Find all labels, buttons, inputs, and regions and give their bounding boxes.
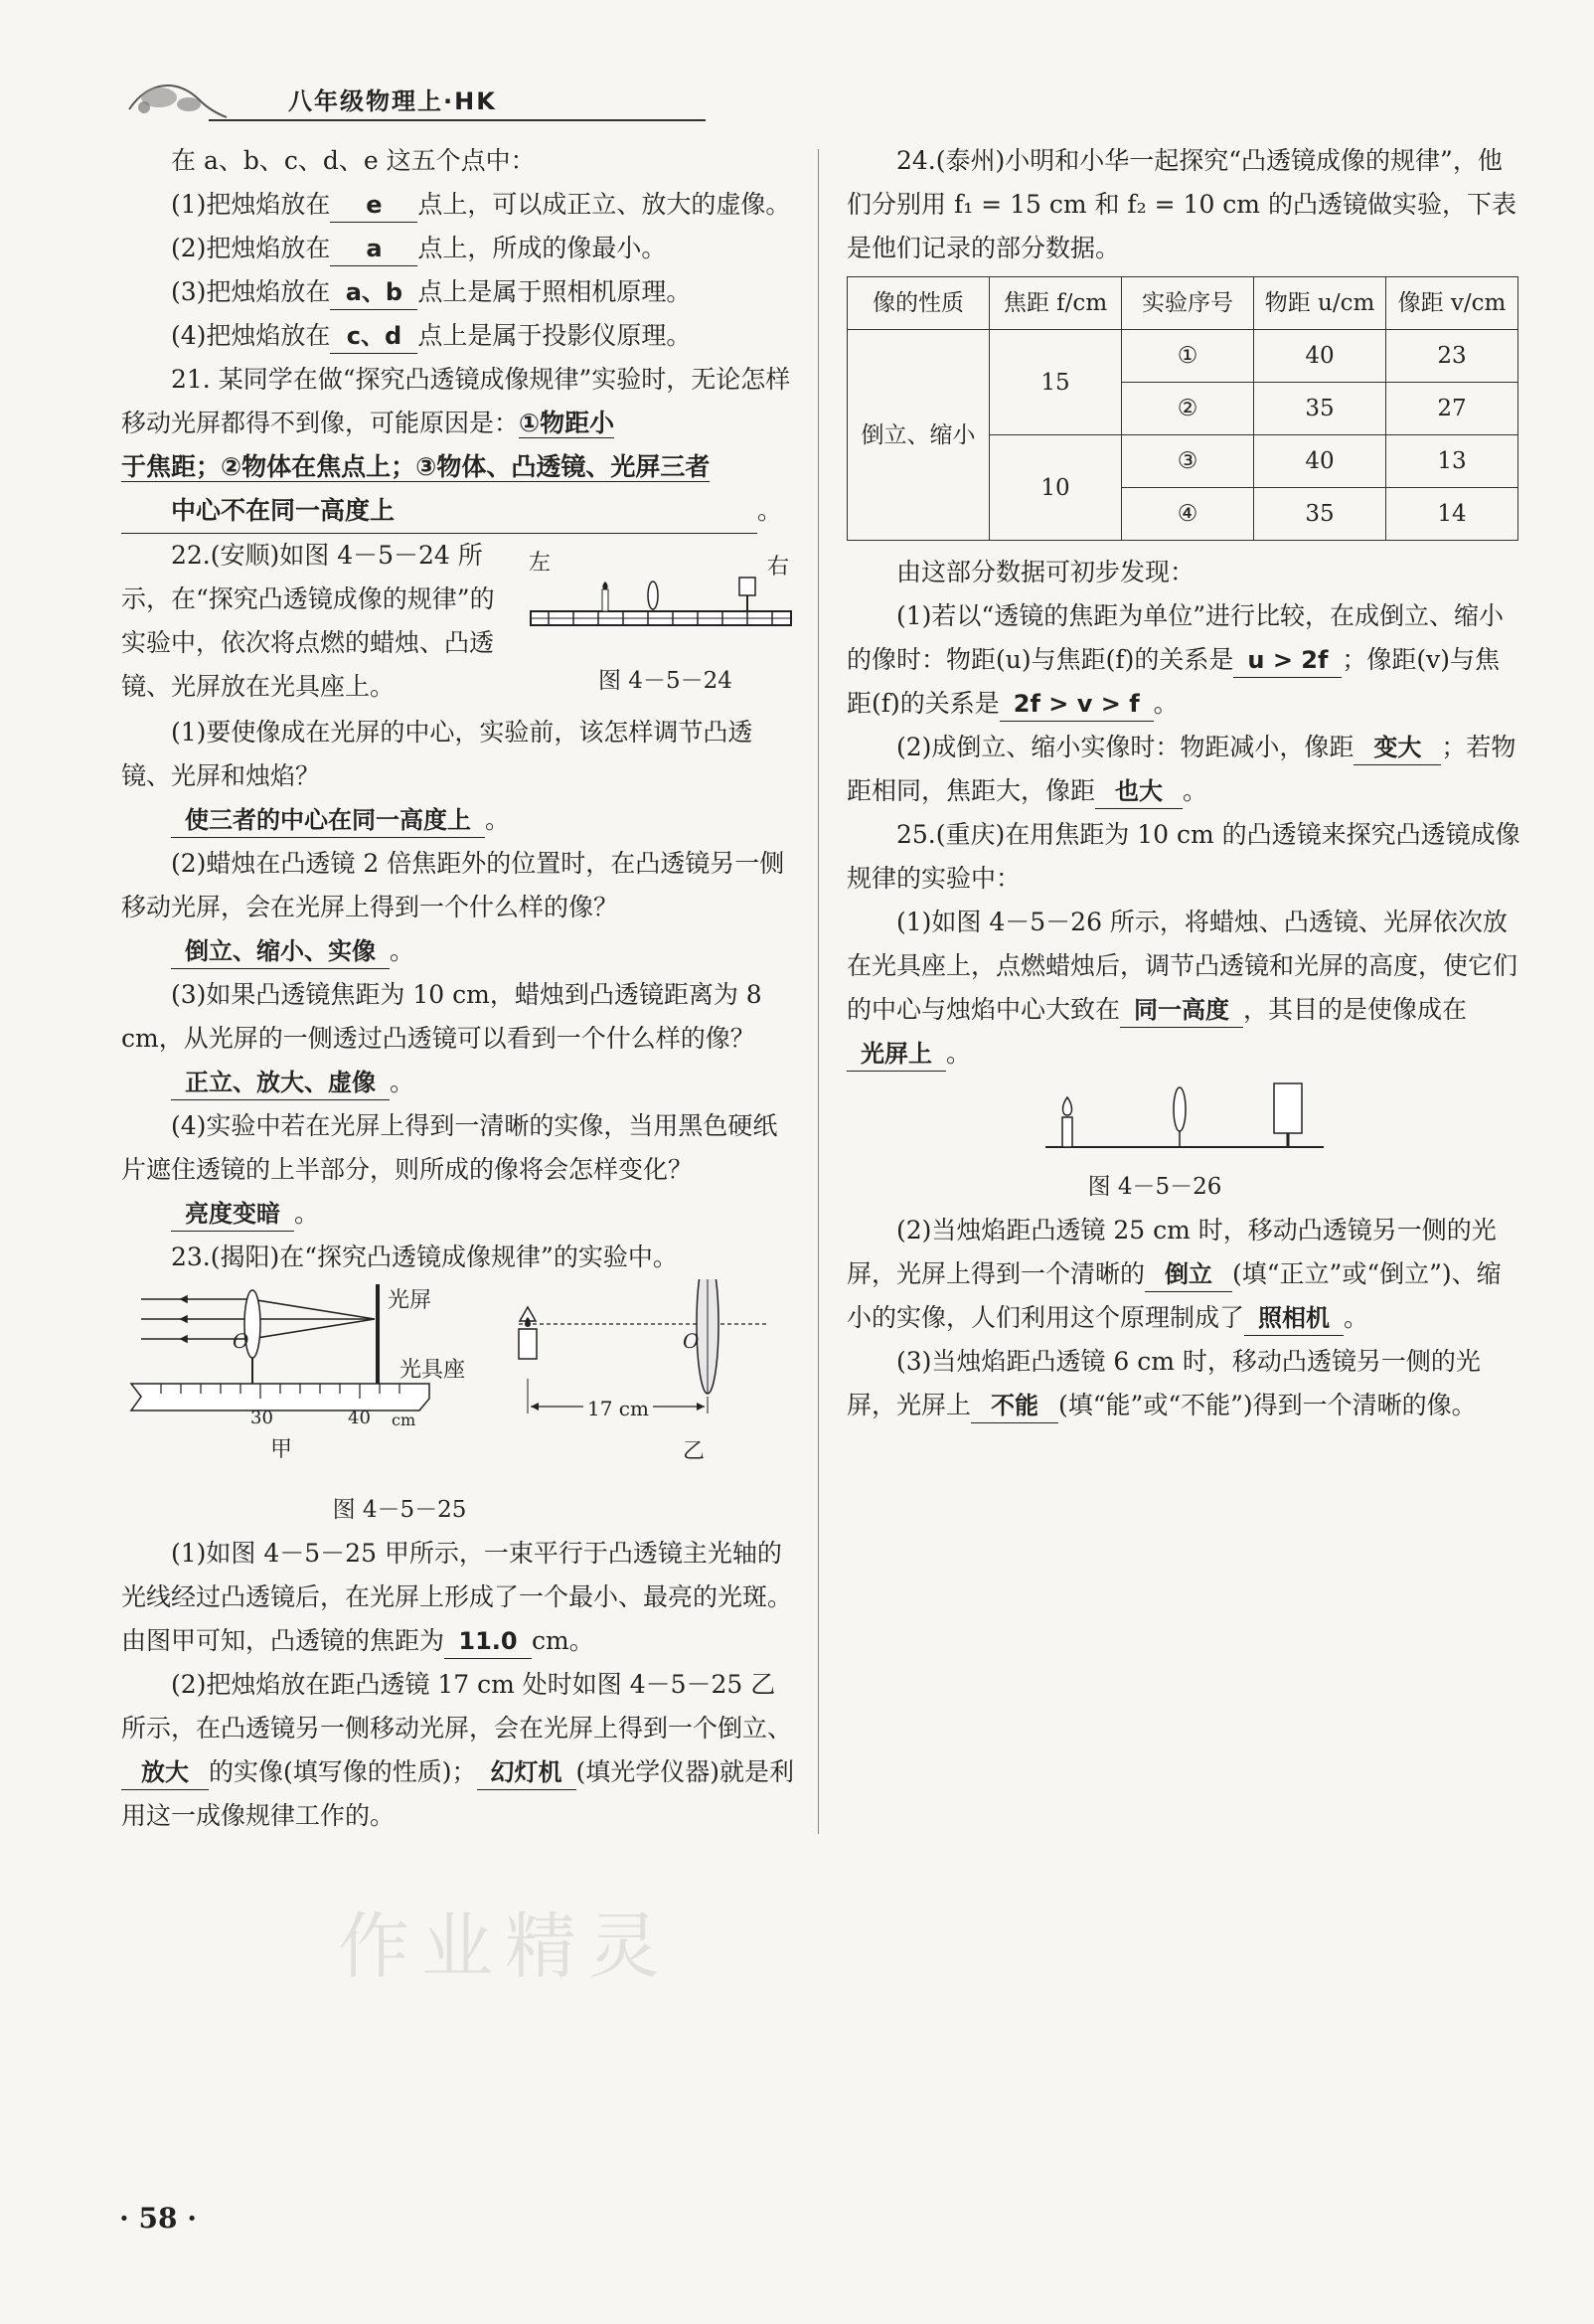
answer-blank: 2f > v > f <box>1000 687 1154 722</box>
table-cell: 倒立、缩小 <box>848 330 990 541</box>
q22-part-4: (4)实验中若在光屏上得到一清晰的实像，当用黑色硬纸片遮住透镜的上半部分，则所成的像将会怎样变化？ <box>121 1111 778 1184</box>
table-cell: ① <box>1122 330 1254 383</box>
table-cell: 15 <box>990 330 1122 435</box>
answer-blank: 幻灯机 <box>477 1755 576 1790</box>
q24-part-1: (1)若以“透镜的焦距为单位”进行比较，在成倒立、缩小的像时：物距(u)与焦距(f)的关系是 u > 2f ；像距(v)与焦距(f)的关系是 2f > v > f 。 <box>847 594 1522 726</box>
table-cell: 40 <box>1254 330 1386 383</box>
q21: 21. 某同学在做“探究凸透镜成像规律”实验时，无论怎样移动光屏都得不到像，可能原因是：①物距小 于焦距；②物体在焦点上；③物体、凸透镜、光屏三者 中心不在同一高度上 。 <box>121 358 797 534</box>
answer-blank: 放大 <box>121 1755 209 1790</box>
q24-text: 24.(泰州)小明和小华一起探究“凸透镜成像的规律”，他们分别用 f₁ = 15 cm 和 f₂ = 10 cm 的凸透镜做实验，下表是他们记录的部分数据。 <box>847 146 1516 262</box>
table-cell: 23 <box>1386 330 1518 383</box>
answer-blank: c、d <box>330 319 417 354</box>
tick-label-30: 30 <box>250 1408 273 1428</box>
left-column <box>121 139 797 1838</box>
answer-blank: 光屏上 <box>847 1037 946 1072</box>
q20-item-4: (4)把烛焰放在 c、d 点上是属于投影仪原理。 <box>121 314 797 358</box>
unit-label: cm <box>392 1411 416 1429</box>
q22-text: 22.(安顺)如图 4－5－24 所示，在“探究凸透镜成像的规律”的实验中，依次将点燃的蜡烛、凸透镜、光屏放在光具座上。 <box>121 541 495 701</box>
fig-label-right: 右 <box>767 555 790 580</box>
tick-label-40: 40 <box>348 1408 371 1428</box>
figure-caption: 图 4－5－24 <box>598 668 732 694</box>
q21-answer-2: 于焦距；②物体在焦点上；③物体、凸透镜、光屏三者 <box>121 452 711 481</box>
right-column <box>847 139 1522 1427</box>
q22-answer-1-line: 使三者的中心在同一高度上 。 <box>121 798 797 842</box>
answer-blank: a、b <box>330 275 417 310</box>
column-divider <box>818 149 819 1834</box>
q22-answer-4-line: 亮度变暗 。 <box>121 1192 797 1236</box>
answer-blank: 倒立 <box>1145 1257 1232 1292</box>
table-header: 焦距 f/cm <box>990 277 1122 330</box>
q20-intro: 在 a、b、c、d、e 这五个点中： <box>171 146 536 175</box>
figure-caption: 图 4－5－26 <box>1087 1174 1222 1200</box>
table-cell: 35 <box>1254 383 1386 435</box>
table-cell: ③ <box>1122 435 1254 488</box>
q22-part-2: (2)蜡烛在凸透镜 2 倍焦距外的位置时，在凸透镜另一侧移动光屏，会在光屏上得到一个什么样的像？ <box>121 849 785 921</box>
answer-blank: 11.0 <box>444 1624 532 1659</box>
q21-answer-1: ①物距小 <box>519 409 615 437</box>
figure-4-5-25 <box>121 1279 797 1488</box>
watermark: 作业精灵 <box>338 1905 673 1988</box>
q23-part-1: (1)如图 4－5－25 甲所示，一束平行于凸透镜主光轴的光线经过凸透镜后，在光屏上形成了一个最小、最亮的光斑。由图甲可知，凸透镜的焦距为 11.0 cm。 <box>121 1532 797 1663</box>
answer-blank: e <box>330 188 417 223</box>
figure-caption: 图 4－5－25 <box>332 1497 467 1523</box>
candle-lens-screen-drawing <box>847 1076 1522 1165</box>
q22-part-3: (3)如果凸透镜焦距为 10 cm，蜡烛到凸透镜距离为 8 cm，从光屏的一侧透过凸透镜可以看到一个什么样的像？ <box>121 980 762 1053</box>
screen-label: 光屏 <box>388 1288 432 1313</box>
table-header: 像距 v/cm <box>1386 277 1518 330</box>
header-title: 八年级物理上·HK <box>288 87 497 115</box>
table-header: 像的性质 <box>848 277 990 330</box>
q23-part-2: (2)把烛焰放在距凸透镜 17 cm 处时如图 4－5－25 乙所示，在凸透镜另一侧移动光屏，会在光屏上得到一个倒立、放大 的实像(填写像的性质)； 幻灯机 (填光学仪器)就是利用这一成像规律工作的。 <box>121 1670 795 1830</box>
answer-blank: a <box>330 232 417 266</box>
q20-item-2: (2)把烛焰放在 a 点上，所成的像最小。 <box>121 227 797 270</box>
answer-blank: 变大 <box>1354 731 1441 765</box>
table-cell: 35 <box>1254 488 1386 541</box>
answer-blank: u > 2f <box>1233 643 1342 678</box>
fig-label-left: 左 <box>529 551 552 576</box>
q20-item-1: (1)把烛焰放在 e 点上，可以成正立、放大的虚像。 <box>121 183 797 227</box>
q22-answer-2-line: 倒立、缩小、实像 。 <box>121 929 797 973</box>
page-number: · 58 · <box>119 2202 197 2235</box>
q24-part-2: (2)成倒立、缩小实像时：物距减小，像距 变大 ；若物距相同，焦距大，像距 也大 。 <box>847 726 1522 813</box>
q25-text: 25.(重庆)在用焦距为 10 cm 的凸透镜来探究凸透镜成像规律的实验中： <box>847 820 1520 893</box>
optical-bench-drawing <box>529 550 797 659</box>
table-cell: 14 <box>1386 488 1518 541</box>
answer-blank: 照相机 <box>1244 1301 1344 1336</box>
q22-answer-3-line: 正立、放大、虚像 。 <box>121 1061 797 1104</box>
q25-part-3: (3)当烛焰距凸透镜 6 cm 时，移动凸透镜另一侧的光屏，光屏上 不能 (填“能”或“不能”)得到一个清晰的像。 <box>847 1340 1522 1427</box>
bench-label: 光具座 <box>399 1358 466 1383</box>
table-cell: ④ <box>1122 488 1254 541</box>
optical-center-label: O <box>233 1329 249 1353</box>
q22-block <box>121 534 797 711</box>
answer-blank: 不能 <box>971 1389 1058 1423</box>
table-header: 实验序号 <box>1122 277 1254 330</box>
answer-blank: 亮度变暗 <box>171 1197 294 1232</box>
lens-center-label: O <box>683 1329 700 1353</box>
table-header-row <box>848 277 1518 330</box>
fig-jia-label: 甲 <box>270 1437 293 1462</box>
q23-text: 23.(揭阳)在“探究凸透镜成像规律”的实验中。 <box>171 1243 678 1271</box>
header-divider <box>209 119 706 121</box>
q25-part-2: (2)当烛焰距凸透镜 25 cm 时，移动凸透镜另一侧的光屏，光屏上得到一个清晰的 倒立 (填“正立”或“倒立”)、缩小的实像，人们利用这个原理制成了 照相机 。 <box>847 1209 1522 1340</box>
q22-part-1: (1)要使像成在光屏的中心，实验前，该怎样调节凸透镜、光屏和烛焰？ <box>121 718 753 790</box>
q24-data-table <box>847 276 1518 541</box>
answer-blank: 使三者的中心在同一高度上 <box>171 803 485 838</box>
table-cell: 27 <box>1386 383 1518 435</box>
q21-answer-3: 中心不在同一高度上 <box>121 489 757 534</box>
table-cell: ② <box>1122 383 1254 435</box>
table-cell: 10 <box>990 435 1122 541</box>
q20-item-3: (3)把烛焰放在 a、b 点上是属于照相机原理。 <box>121 270 797 314</box>
page-header <box>119 70 596 129</box>
q25-part-1: (1)如图 4－5－26 所示，将蜡烛、凸透镜、光屏依次放在光具座上，点燃蜡烛后，调节凸透镜和光屏的高度，使它们的中心与烛焰中心大致在 同一高度 ，其目的是使像成在光屏上 。 <box>847 901 1522 1076</box>
table-header: 物距 u/cm <box>1254 277 1386 330</box>
table-cell: 40 <box>1254 435 1386 488</box>
answer-blank: 也大 <box>1095 774 1183 809</box>
answer-blank: 正立、放大、虚像 <box>171 1066 390 1100</box>
distance-label: 17 cm <box>583 1387 653 1430</box>
q24-lead: 由这部分数据可初步发现： <box>896 558 1196 586</box>
answer-blank: 倒立、缩小、实像 <box>171 934 390 969</box>
table-cell: 13 <box>1386 435 1518 488</box>
table-row <box>848 330 1518 383</box>
figure-4-5-24 <box>529 542 797 711</box>
answer-blank: 同一高度 <box>1120 993 1243 1028</box>
figure-4-5-26 <box>847 1076 1522 1165</box>
fig-yi-label: 乙 <box>683 1439 706 1464</box>
